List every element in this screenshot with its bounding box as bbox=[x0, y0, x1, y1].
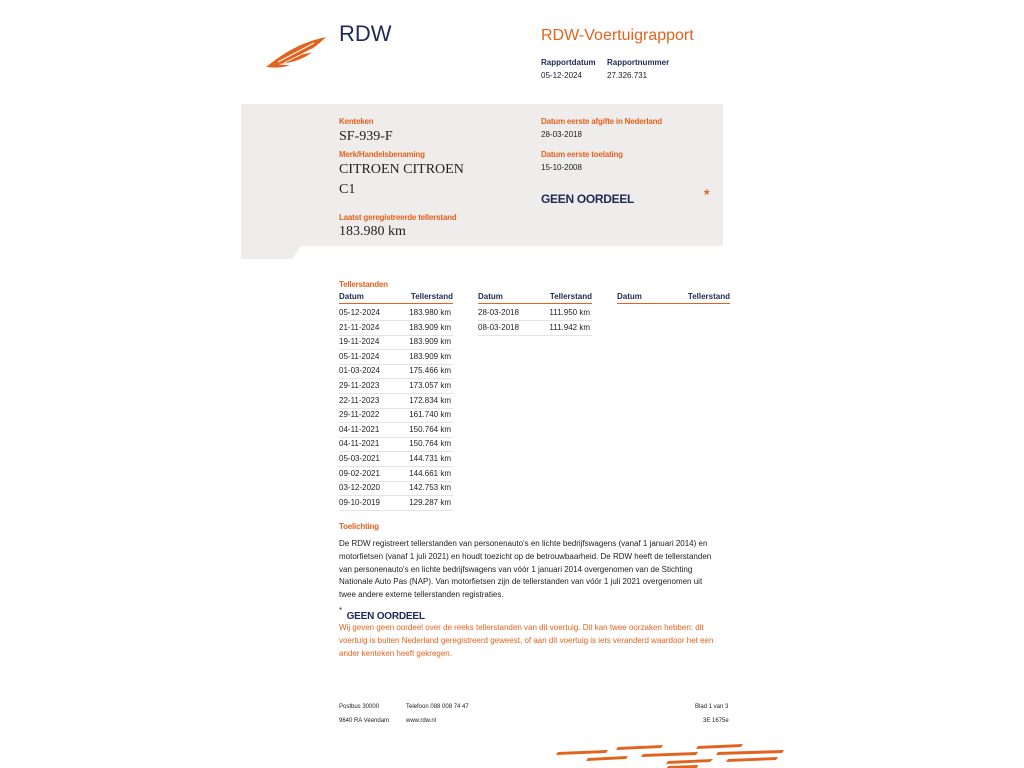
readings-column-2 bbox=[478, 292, 592, 352]
reading-row bbox=[339, 321, 453, 336]
reading-row bbox=[339, 467, 453, 482]
reading-date: 05-03-2021 bbox=[339, 454, 380, 463]
first-nl-label: Datum eerste afgifte in Nederland bbox=[541, 117, 662, 126]
reading-date: 21-11-2024 bbox=[339, 322, 380, 332]
reading-date: 05-12-2024 bbox=[339, 308, 380, 317]
reading-date: 22-11-2023 bbox=[339, 395, 380, 405]
reading-date: 28-03-2018 bbox=[478, 308, 519, 317]
col2-value-header: Tellerstand bbox=[549, 292, 592, 301]
readings-column-1 bbox=[339, 292, 453, 517]
verdict-note-line: ander kenteken heeft gekregen. bbox=[339, 648, 452, 658]
reading-row bbox=[339, 306, 453, 321]
first-admission-date: 15-10-2008 bbox=[541, 163, 582, 172]
verdict-note-marker: * bbox=[339, 606, 343, 615]
make-line-2: C1 bbox=[339, 182, 356, 197]
reading-value: 150.764 km bbox=[409, 439, 451, 449]
plate-label: Kenteken bbox=[339, 117, 374, 126]
reading-row bbox=[339, 437, 453, 452]
reading-row bbox=[339, 379, 453, 394]
readings-column-3 bbox=[617, 292, 730, 312]
reading-value: 129.287 km bbox=[409, 497, 451, 507]
panel-notch bbox=[241, 246, 301, 259]
verdict-note-line: Wij geven geen oordeel over de reeks tellerstanden van dit voertuig. Dit kan twee oorzaken hebben: dit bbox=[339, 623, 704, 632]
reading-row bbox=[339, 408, 453, 423]
explanation-line: van personenauto's en lichte bedrijfswagens van vóór 1 januari 2014 overgenomen van de Stichting bbox=[339, 564, 693, 574]
explanation-title: Toelichting bbox=[339, 522, 379, 531]
reading-date: 04-11-2021 bbox=[339, 424, 380, 434]
verdict-marker: * bbox=[704, 186, 710, 202]
reading-date: 08-03-2018 bbox=[478, 322, 519, 332]
explanation-line: motorfietsen (vanaf 1 juli 2021) en houdt toezicht op de betrouwbaarheid. De RDW heeft de tellerstanden bbox=[339, 551, 712, 561]
col1-value-header: Tellerstand bbox=[410, 292, 453, 301]
reading-date: 19-11-2024 bbox=[339, 337, 380, 347]
col3-header-rule bbox=[617, 303, 730, 304]
reading-row bbox=[339, 335, 453, 350]
reading-value: 175.466 km bbox=[409, 366, 451, 376]
reading-value: 144.661 km bbox=[409, 468, 451, 478]
report-title: RDW-Voertuigrapport bbox=[541, 27, 694, 44]
explanation-line: De RDW registreert tellerstanden van personenauto's en lichte bedrijfswagens (vanaf 1 januari 2014) en bbox=[339, 539, 708, 548]
reading-row bbox=[339, 496, 453, 511]
first-admission-label: Datum eerste toelating bbox=[541, 150, 623, 159]
footer-phone: Telefoon 088 008 74 47 bbox=[406, 704, 469, 710]
footer-postbus: Postbus 30000 bbox=[339, 704, 380, 710]
readings-title: Tellerstanden bbox=[339, 280, 388, 289]
footer-page: Blad 1 van 3 bbox=[695, 704, 729, 710]
reading-value: 111.942 km bbox=[549, 322, 590, 332]
reading-row bbox=[478, 321, 592, 336]
report-date: 05-12-2024 bbox=[541, 71, 582, 80]
reading-value: 183.909 km bbox=[409, 322, 451, 332]
reading-date: 29-11-2022 bbox=[339, 410, 380, 420]
reading-row bbox=[339, 350, 453, 365]
reading-date: 09-02-2021 bbox=[339, 468, 380, 478]
col1-header-rule bbox=[339, 303, 453, 304]
col3-date-header: Datum bbox=[617, 292, 642, 301]
last-reading-label: Laatst geregistreerde tellerstand bbox=[339, 213, 457, 222]
verdict: GEEN OORDEEL bbox=[541, 192, 635, 206]
col2-date-header: Datum bbox=[478, 292, 503, 301]
footer-web: www.rdw.nl bbox=[406, 718, 437, 724]
reading-row bbox=[478, 306, 592, 321]
col3-value-header: Tellerstand bbox=[687, 292, 730, 301]
rdw-logo-icon bbox=[264, 34, 330, 70]
make-line-1: CITROEN CITROEN bbox=[339, 162, 464, 177]
verdict-note-line: voertuig is buiten Nederland geregistreerd geweest, of aan dit voertuig is iets veranderd waardoor het een bbox=[339, 635, 714, 645]
first-nl-date: 28-03-2018 bbox=[541, 130, 582, 139]
reading-date: 29-11-2023 bbox=[339, 381, 380, 390]
decorative-stripes-icon bbox=[548, 744, 786, 768]
reading-value: 183.909 km bbox=[409, 337, 451, 347]
explanation-text bbox=[339, 538, 739, 602]
explanation-line: Nationale Auto Pas (NAP). Van motorfietsen zijn de tellerstanden van vóór 1 juli 2021 overgenomen uit bbox=[339, 577, 703, 587]
col1-date-header: Datum bbox=[339, 292, 364, 301]
footer-code: 3E 1675e bbox=[703, 718, 729, 724]
make-label: Merk/Handelsbenaming bbox=[339, 150, 425, 159]
reading-row bbox=[339, 423, 453, 438]
reading-value: 183.980 km bbox=[409, 308, 451, 317]
report-date-label: Rapportdatum bbox=[541, 58, 596, 67]
reading-row bbox=[339, 364, 453, 379]
reading-date: 01-03-2024 bbox=[339, 366, 380, 376]
footer-city: 9640 RA Veendam bbox=[339, 718, 390, 724]
report-number: 27.326.731 bbox=[607, 71, 648, 80]
reading-value: 111.950 km bbox=[549, 308, 590, 317]
reading-row bbox=[339, 452, 453, 467]
reading-date: 05-11-2024 bbox=[339, 351, 380, 361]
reading-date: 09-10-2019 bbox=[339, 497, 380, 507]
plate: SF-939-F bbox=[339, 129, 393, 144]
reading-value: 173.057 km bbox=[409, 381, 451, 390]
reading-value: 142.753 km bbox=[409, 483, 451, 493]
explanation-line: twee andere externe tellerstanden registraties. bbox=[339, 590, 504, 600]
reading-date: 03-12-2020 bbox=[339, 483, 380, 493]
reading-date: 04-11-2021 bbox=[339, 439, 380, 449]
reading-value: 183.909 km bbox=[409, 351, 451, 361]
last-reading: 183.980 km bbox=[339, 224, 406, 239]
report-number-label: Rapportnummer bbox=[607, 58, 670, 67]
brand-name: RDW bbox=[339, 21, 392, 46]
reading-value: 144.731 km bbox=[409, 454, 451, 463]
reading-row bbox=[339, 481, 453, 496]
reading-value: 161.740 km bbox=[409, 410, 451, 420]
verdict-note-text bbox=[339, 622, 739, 660]
reading-value: 172.834 km bbox=[409, 395, 451, 405]
reading-row bbox=[339, 394, 453, 409]
col2-header-rule bbox=[478, 303, 592, 304]
verdict-note-title: GEEN OORDEEL bbox=[346, 611, 425, 622]
reading-value: 150.764 km bbox=[409, 424, 451, 434]
